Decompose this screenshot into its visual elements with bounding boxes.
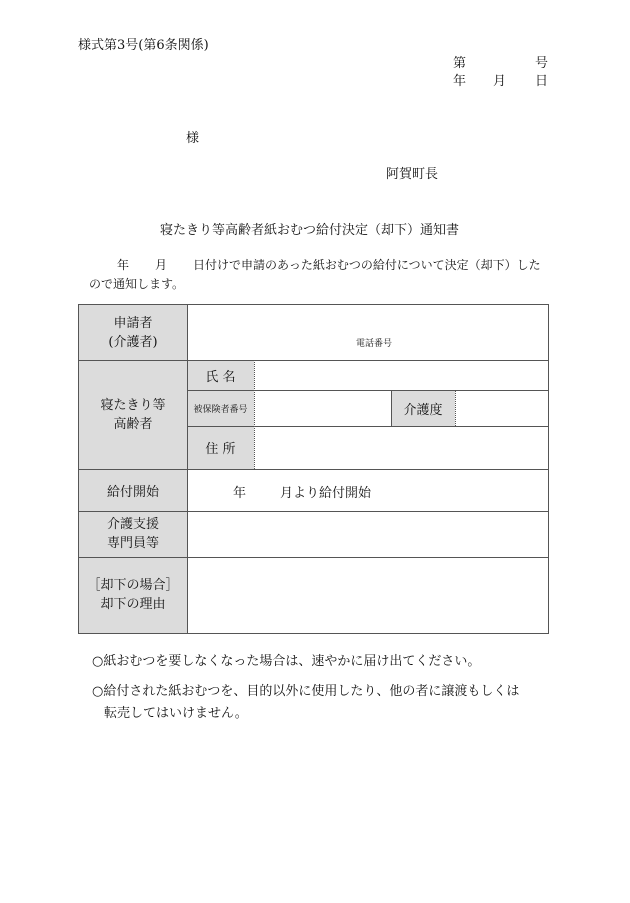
- dotted-column-divider: [254, 360, 255, 469]
- row-divider: [79, 511, 548, 512]
- name-label: 氏 名: [187, 360, 254, 390]
- applicant-label-line-2: (介護者): [108, 334, 158, 350]
- benefit-start-text: 月より給付開始: [280, 486, 372, 501]
- care-level-label: 介護度: [391, 390, 455, 426]
- column-divider: [187, 305, 188, 633]
- document-title: 寝たきり等高齢者紙おむつ給付決定（却下）通知書: [160, 223, 460, 238]
- insured-number-field[interactable]: [254, 390, 391, 426]
- form-number: 様式第3号(第6条関係): [78, 38, 209, 53]
- rejection-reason-field[interactable]: [187, 557, 548, 633]
- row-divider: [79, 360, 548, 361]
- note-1: ○紙おむつを要しなくなった場合は、速やかに届け出てください。: [92, 654, 481, 669]
- benefit-start-year: 年: [233, 486, 247, 501]
- note-2-line-2: 転売してはいけません。: [104, 706, 248, 721]
- application-table: [78, 304, 549, 634]
- doc-number-suffix: 号: [535, 56, 549, 71]
- dotted-column-divider: [455, 390, 456, 426]
- benefit-start-label: 給付開始: [79, 469, 187, 511]
- row-divider: [187, 426, 548, 427]
- doc-number-prefix: 第: [453, 56, 467, 71]
- note-2-line-1: ○給付された紙おむつを、目的以外に使用したり、他の者に譲渡もしくは: [92, 684, 520, 699]
- body-line-2: ので通知します。: [89, 277, 185, 291]
- care-manager-label-line-2: 専門員等: [106, 536, 159, 551]
- rejection-label: [79, 557, 187, 633]
- phone-label: 電話番号: [356, 339, 393, 349]
- body-line-1: 日付けで申請のあった紙おむつの給付について決定（却下）した: [193, 258, 541, 272]
- applicant-label: [79, 305, 187, 360]
- name-field[interactable]: [254, 360, 548, 390]
- address-field[interactable]: [254, 426, 548, 469]
- rejection-label-line-2: 却下の理由: [100, 597, 166, 612]
- applicant-label-line-1: 申請者: [113, 315, 153, 331]
- care-level-field[interactable]: [455, 390, 548, 426]
- bedridden-label-line-1: 寝たきり等: [100, 397, 166, 413]
- rejection-label-line-1: ［却下の場合］: [87, 578, 179, 593]
- column-divider: [391, 390, 392, 426]
- body-year: 年: [117, 258, 130, 272]
- bedridden-label-line-2: 高齢者: [113, 416, 153, 432]
- row-divider: [79, 469, 548, 470]
- date-year: 年: [453, 74, 467, 89]
- address-label: 住 所: [187, 426, 254, 469]
- care-manager-label: [79, 511, 187, 557]
- date-month: 月: [493, 74, 507, 89]
- date-day: 日: [535, 74, 549, 89]
- row-divider: [187, 390, 548, 391]
- recipient-honorific: 様: [186, 131, 200, 146]
- care-manager-field[interactable]: [187, 511, 548, 557]
- care-manager-label-line-1: 介護支援: [106, 517, 159, 532]
- sender-title: 阿賀町長: [386, 167, 439, 182]
- bedridden-label: [79, 360, 187, 469]
- insured-number-label: 被保険者番号: [187, 390, 254, 426]
- row-divider: [79, 557, 548, 558]
- body-month: 月: [155, 258, 168, 272]
